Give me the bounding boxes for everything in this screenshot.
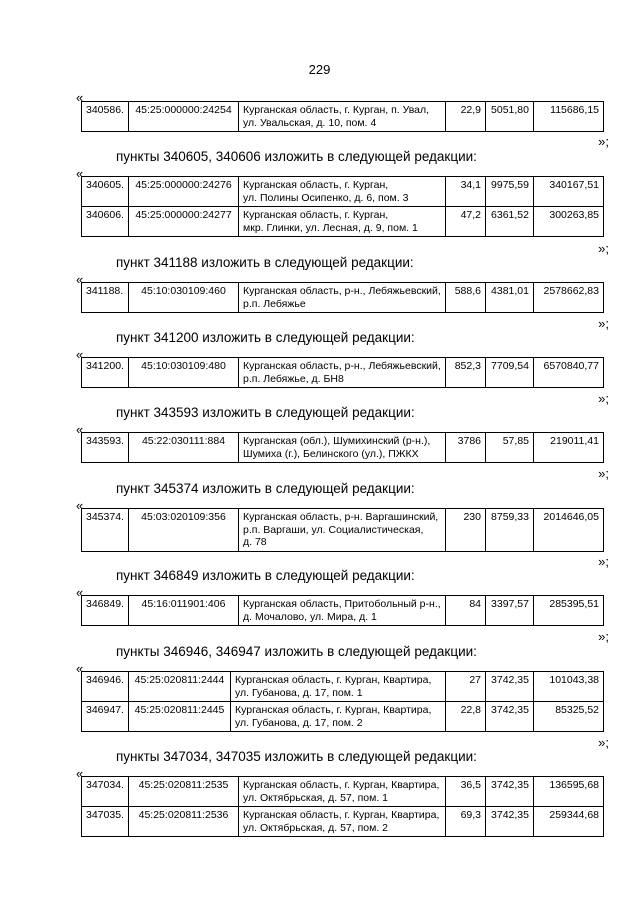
area-cell: 852,3 <box>446 358 486 388</box>
section-heading: пункт 345374 изложить в следующей редакции: <box>116 481 415 496</box>
total-value-cell: 285395,51 <box>534 596 604 626</box>
total-value-cell: 6570840,77 <box>534 358 604 388</box>
total-value-cell: 2014646,05 <box>534 509 604 552</box>
item-number-cell: 340586. <box>82 102 129 132</box>
unit-value-cell: 8759,33 <box>486 509 534 552</box>
item-number-cell: 346849. <box>82 596 129 626</box>
table-row <box>82 433 604 463</box>
address-line: ул. Октябрьская, д. 57, пом. 2 <box>243 821 389 834</box>
item-number-cell: 347034. <box>82 777 129 807</box>
item-number-cell: 345374. <box>82 509 129 552</box>
open-quote: « <box>76 90 84 105</box>
unit-value-cell: 3397,57 <box>486 596 534 626</box>
area-cell: 47,2 <box>446 207 486 237</box>
total-value-cell: 300263,85 <box>534 207 604 237</box>
unit-value-cell: 7709,54 <box>486 358 534 388</box>
item-number-cell: 346947. <box>82 702 129 732</box>
cadastral-number-cell: 45:25:020811:2536 <box>129 807 239 837</box>
close-quote: »; <box>598 735 609 750</box>
area-cell: 36,5 <box>446 777 486 807</box>
address-line: д. Мочалово, ул. Мира, д. 1 <box>243 610 377 623</box>
open-quote: « <box>76 347 84 362</box>
section-heading: пункт 341200 изложить в следующей редакции: <box>116 330 415 345</box>
unit-value-cell: 5051,80 <box>486 102 534 132</box>
item-number-cell: 341188. <box>82 283 129 313</box>
unit-value-cell: 4381,01 <box>486 283 534 313</box>
address-line: Курганская область, Притобольный р-н., <box>243 598 441 610</box>
unit-value-cell: 6361,52 <box>486 207 534 237</box>
section-heading: пункты 346946, 346947 изложить в следующей редакции: <box>116 644 477 659</box>
cadastral-number-cell: 45:25:020811:2445 <box>129 702 231 732</box>
area-cell: 22,8 <box>446 702 486 732</box>
area-cell: 84 <box>446 596 486 626</box>
address-line: Курганская область, г. Курган, Квартира, <box>243 809 440 821</box>
open-quote: « <box>76 661 84 676</box>
address-line: Курганская область, г. Курган, Квартира, <box>235 674 432 686</box>
total-value-cell: 136595,68 <box>534 777 604 807</box>
record-table <box>81 357 604 388</box>
section-heading: пункты 340605, 340606 изложить в следующей редакции: <box>116 149 477 164</box>
open-quote: « <box>76 585 84 600</box>
address-cell <box>239 283 446 313</box>
address-cell <box>239 433 446 463</box>
close-quote: »; <box>598 391 609 406</box>
table-row <box>82 207 604 237</box>
section-heading: пункт 343593 изложить в следующей редакции: <box>116 405 415 420</box>
cadastral-number-cell: 45:10:030109:460 <box>129 283 239 313</box>
total-value-cell: 85325,52 <box>534 702 604 732</box>
address-line: Курганская область, г. Курган, Квартира, <box>243 779 440 791</box>
item-number-cell: 343593. <box>82 433 129 463</box>
cadastral-number-cell: 45:16:011901:406 <box>129 596 239 626</box>
record-table <box>81 282 604 313</box>
address-line: Курганская область, р-н., Лебяжьевский, <box>243 285 441 297</box>
address-cell <box>239 596 446 626</box>
address-line: д. 78 <box>243 536 267 548</box>
address-line: ул. Губанова, д. 17, пом. 2 <box>235 716 363 729</box>
address-cell <box>239 509 446 552</box>
cadastral-number-cell: 45:25:000000:24277 <box>129 207 239 237</box>
open-quote: « <box>76 422 84 437</box>
unit-value-cell: 3742,35 <box>486 807 534 837</box>
address-line: Курганская область, г. Курган, п. Увал, <box>243 104 430 116</box>
cadastral-number-cell: 45:03:020109:356 <box>129 509 239 552</box>
item-number-cell: 340605. <box>82 177 129 207</box>
cadastral-number-cell: 45:22:030111:884 <box>129 433 239 463</box>
table-row <box>82 509 604 552</box>
section-heading: пункты 347034, 347035 изложить в следующей редакции: <box>116 749 477 764</box>
address-line: Курганская область, р-н. Варгашинский, <box>243 511 439 523</box>
total-value-cell: 115686,15 <box>534 102 604 132</box>
address-line: ул. Полины Осипенко, д. 6, пом. 3 <box>243 191 409 204</box>
record-table <box>81 432 604 463</box>
record-table <box>81 671 604 732</box>
unit-value-cell: 9975,59 <box>486 177 534 207</box>
table-row <box>82 777 604 807</box>
close-quote: »; <box>598 316 609 331</box>
address-line: Курганская область, г. Курган, <box>243 209 389 221</box>
cadastral-number-cell: 45:10:030109:480 <box>129 358 239 388</box>
section-heading: пункт 341188 изложить в следующей редакции: <box>116 255 414 270</box>
address-line: Курганская (обл.), Шумихинский (р-н.), <box>243 435 431 447</box>
address-line: ул. Октябрьская, д. 57, пом. 1 <box>243 791 389 804</box>
unit-value-cell: 3742,35 <box>486 672 534 702</box>
table-row <box>82 807 604 837</box>
record-table <box>81 776 604 837</box>
address-cell <box>231 702 446 732</box>
address-cell <box>239 807 446 837</box>
item-number-cell: 340606. <box>82 207 129 237</box>
table-row <box>82 358 604 388</box>
address-cell <box>239 777 446 807</box>
cadastral-number-cell: 45:25:000000:24276 <box>129 177 239 207</box>
area-cell: 69,3 <box>446 807 486 837</box>
address-line: Курганская область, г. Курган, <box>243 179 389 191</box>
unit-value-cell: 3742,35 <box>486 777 534 807</box>
cadastral-number-cell: 45:25:000000:24254 <box>129 102 239 132</box>
record-table <box>81 101 604 132</box>
address-line: Курганская область, г. Курган, Квартира, <box>235 704 432 716</box>
address-line: р.п. Лебяжье, д. БН8 <box>243 372 344 385</box>
cadastral-number-cell: 45:25:020811:2444 <box>129 672 231 702</box>
address-line: Курганская область, р-н., Лебяжьевский, <box>243 360 441 372</box>
address-line: р.п. Варгаши, ул. Социалистическая, <box>243 523 424 536</box>
address-cell <box>231 672 446 702</box>
address-line: р.п. Лебяжье <box>243 297 306 310</box>
table-row <box>82 596 604 626</box>
item-number-cell: 346946. <box>82 672 129 702</box>
address-line: Шумиха (г.), Белинского (ул.), ПЖКХ <box>243 447 419 460</box>
total-value-cell: 219011,41 <box>534 433 604 463</box>
area-cell: 588,6 <box>446 283 486 313</box>
item-number-cell: 347035. <box>82 807 129 837</box>
item-number-cell: 341200. <box>82 358 129 388</box>
close-quote: »; <box>598 466 609 481</box>
address-line: ул. Увальская, д. 10, пом. 4 <box>243 116 377 129</box>
record-table <box>81 176 604 237</box>
address-line: мкр. Глинки, ул. Лесная, д. 9, пом. 1 <box>243 221 418 234</box>
address-cell <box>239 207 446 237</box>
address-cell <box>239 358 446 388</box>
unit-value-cell: 57,85 <box>486 433 534 463</box>
open-quote: « <box>76 498 84 513</box>
table-row <box>82 177 604 207</box>
address-cell <box>239 177 446 207</box>
area-cell: 27 <box>446 672 486 702</box>
address-line: ул. Губанова, д. 17, пом. 1 <box>235 686 363 699</box>
table-row <box>82 283 604 313</box>
area-cell: 3786 <box>446 433 486 463</box>
area-cell: 34,1 <box>446 177 486 207</box>
table-row <box>82 702 604 732</box>
total-value-cell: 2578662,83 <box>534 283 604 313</box>
area-cell: 22,9 <box>446 102 486 132</box>
record-table <box>81 508 604 552</box>
open-quote: « <box>76 166 84 181</box>
table-row <box>82 672 604 702</box>
page-number: 229 <box>308 62 331 77</box>
close-quote: »; <box>598 554 609 569</box>
record-table <box>81 595 604 626</box>
open-quote: « <box>76 766 84 781</box>
area-cell: 230 <box>446 509 486 552</box>
open-quote: « <box>76 272 84 287</box>
total-value-cell: 101043,38 <box>534 672 604 702</box>
address-cell <box>239 102 446 132</box>
table-row <box>82 102 604 132</box>
close-quote: »; <box>598 629 609 644</box>
close-quote: »; <box>598 134 609 149</box>
cadastral-number-cell: 45:25:020811:2535 <box>129 777 239 807</box>
close-quote: »; <box>598 241 609 256</box>
total-value-cell: 259344,68 <box>534 807 604 837</box>
unit-value-cell: 3742,35 <box>486 702 534 732</box>
total-value-cell: 340167,51 <box>534 177 604 207</box>
section-heading: пункт 346849 изложить в следующей редакции: <box>116 568 415 583</box>
